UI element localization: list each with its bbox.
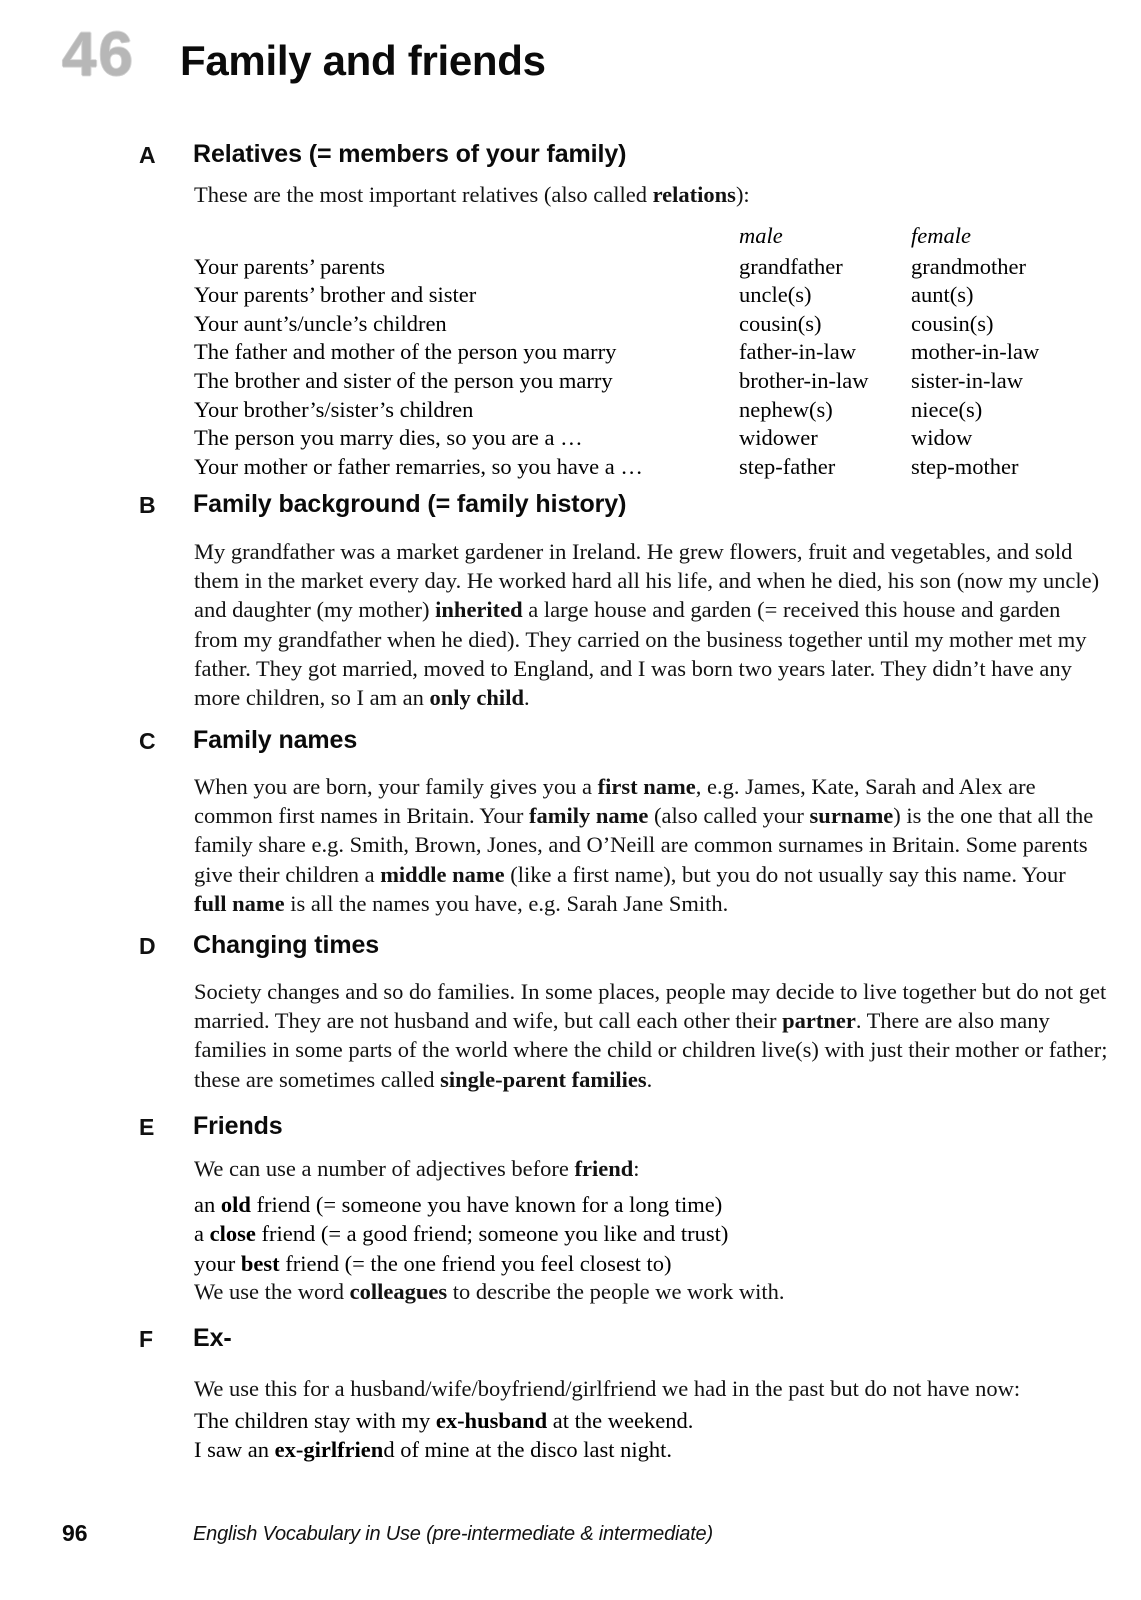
table-row [194,367,1101,396]
example-suffix: friend (= a good friend; someone you like and trust) [255,1221,729,1247]
table-row [194,396,1101,425]
term-ex-husband: ex-husband [435,1408,548,1433]
term-best: best [240,1250,280,1276]
term-surname: surname [809,803,894,829]
term-single-parent-families: single-parent families [440,1066,647,1092]
term-first-name: first name [597,774,696,799]
section-heading-b: Family background (= family history) [193,490,627,518]
intro-text-before: These are the most important relatives (also called [194,182,653,207]
paragraph-part: When you are born, your family gives you a [194,774,598,799]
list-item [194,1435,1094,1464]
section-a-intro [194,180,1094,209]
relation-description: Your brother’s/sister’s children [194,396,474,422]
closing-text-after: to describe the people we work with. [447,1279,785,1304]
example-prefix: I saw an [194,1437,275,1463]
relation-male: father-in-law [739,339,856,365]
example-prefix: The children stay with my [194,1408,436,1433]
table-row [194,281,1101,310]
closing-text-before: We use the word [194,1279,350,1304]
ex-examples-list [194,1406,1094,1465]
relation-male: nephew(s) [739,396,833,422]
section-letter-e: E [139,1114,169,1140]
paragraph-part: (also called your [648,803,810,829]
section-heading-d: Changing times [193,931,380,959]
page-number: 96 [62,1520,88,1546]
section-d-paragraph [194,977,1114,1094]
relation-male: widower [739,425,818,451]
example-suffix: at the weekend. [547,1408,694,1433]
relation-female: aunt(s) [911,282,974,308]
example-suffix: friend (= someone you have known for a long time) [250,1192,723,1217]
section-heading-c: Family names [193,726,358,754]
section-heading-e: Friends [193,1112,283,1140]
relation-female: sister-in-law [911,367,1024,393]
table-header-row [194,222,1101,253]
list-item [194,1190,1094,1219]
example-prefix: a [194,1221,210,1247]
intro-text-after: ): [735,182,750,207]
column-header-description [194,222,739,253]
intro-text-after: : [633,1156,640,1181]
term-colleagues: colleagues [349,1279,448,1304]
example-prefix: your [194,1250,241,1276]
relation-description: Your mother or father remarries, so you have a … [194,453,643,479]
term-full-name: full name [194,890,285,916]
term-only-child: only child [429,685,524,711]
relation-female: grandmother [911,253,1026,279]
list-item [194,1406,1094,1435]
example-prefix: an [194,1192,221,1217]
relatives-table [194,222,1101,481]
relation-female: mother-in-law [911,339,1040,365]
section-letter-f: F [139,1326,169,1352]
term-family-name: family name [528,803,649,829]
table-row [194,338,1101,367]
term-old: old [220,1192,251,1217]
paragraph-part: ) is the one that all the family share e.g. Smith, Brown, Jones, and O’Neill are common surnames in Britain. Some parents give their children a [194,803,1094,887]
intro-term-relations: relations [652,182,736,207]
paragraph-part: . [646,1066,653,1092]
paragraph-part: . There are also many families in some parts of the world where the child or children live(s) with just their mother or father; these are sometimes called [194,1008,1108,1092]
section-b-paragraph [194,537,1103,712]
relation-male: brother-in-law [739,367,869,393]
unit-header [62,20,546,89]
table-row [194,310,1101,339]
friend-examples-list [194,1190,1094,1278]
relation-description: Your parents’ parents [194,253,386,279]
section-f-intro: We use this for a husband/wife/boyfriend/girlfriend we had in the past but do not have now: [194,1376,1021,1401]
relation-male: cousin(s) [739,310,822,336]
term-friend: friend [574,1156,634,1181]
term-inherited: inherited [435,597,523,623]
relation-female: widow [911,425,973,451]
section-heading-a: Relatives (= members of your family) [193,140,627,168]
section-c-paragraph [194,772,1097,918]
example-suffix: d of mine at the disco last night. [383,1437,673,1463]
section-letter-b: B [139,492,169,518]
example-suffix: friend (= the one friend you feel closest to) [279,1250,672,1276]
column-header-female: female [911,223,971,248]
section-heading-f: Ex- [193,1324,232,1352]
term-ex-girlfriend: ex-girlfrien [274,1437,384,1463]
page-footer [0,1520,1141,1560]
relation-description: The father and mother of the person you marry [194,339,617,365]
relation-description: Your parents’ brother and sister [194,282,477,308]
column-header-male: male [739,223,783,248]
section-letter-d: D [139,933,169,959]
table-row [194,453,1101,482]
term-middle-name: middle name [380,861,505,887]
paragraph-part: a large house and garden (= received this house and garden from my grandfather when he died). They carried on the business together until my mother met my father. They got married, moved to England, and I was born two years later. They didn’t have any more children, so I am an [194,597,1087,711]
relation-description: Your aunt’s/uncle’s children [194,310,447,336]
paragraph-part: My grandfather was a market gardener in Ireland. He grew flowers, fruit and vegetables, and sold them in the market every day. He worked hard all his life, and when he died, his son (now my uncle) and daughter (my mother) [194,539,1100,623]
relation-male: grandfather [739,253,843,279]
section-e-intro [194,1154,1094,1183]
relation-male: step-father [739,453,836,479]
relation-female: step-mother [911,453,1019,479]
unit-number: 46 [62,20,135,89]
page-title: Family and friends [180,37,546,84]
paragraph-part: . [523,685,530,711]
table-row [194,424,1101,453]
list-item [194,1219,1094,1248]
relation-male: uncle(s) [739,282,812,308]
relation-description: The person you marry dies, so you are a … [194,425,583,451]
table-row [194,253,1101,282]
section-e-closing [194,1277,1094,1306]
term-partner: partner [782,1008,856,1034]
term-close: close [209,1221,256,1247]
paragraph-part: (like a first name), but you do not usually say this name. Your [504,861,1066,887]
section-letter-c: C [139,728,169,754]
relation-female: cousin(s) [911,310,994,336]
intro-text-before: We can use a number of adjectives before [194,1156,575,1181]
relation-description: The brother and sister of the person you marry [194,367,613,393]
paragraph-part: Society changes and so do families. In some places, people may decide to live together but do not get married. They are not husband and wife, but call each other their [194,979,1107,1034]
paragraph-part: is all the names you have, e.g. Sarah Jane Smith. [284,890,729,916]
relation-female: niece(s) [911,396,983,422]
list-item [194,1249,1094,1278]
paragraph-part: , e.g. James, Kate, Sarah and Alex are common first names in Britain. Your [194,774,1036,829]
book-title: English Vocabulary in Use (pre-intermediate & intermediate) [193,1523,713,1545]
section-letter-a: A [139,142,169,168]
